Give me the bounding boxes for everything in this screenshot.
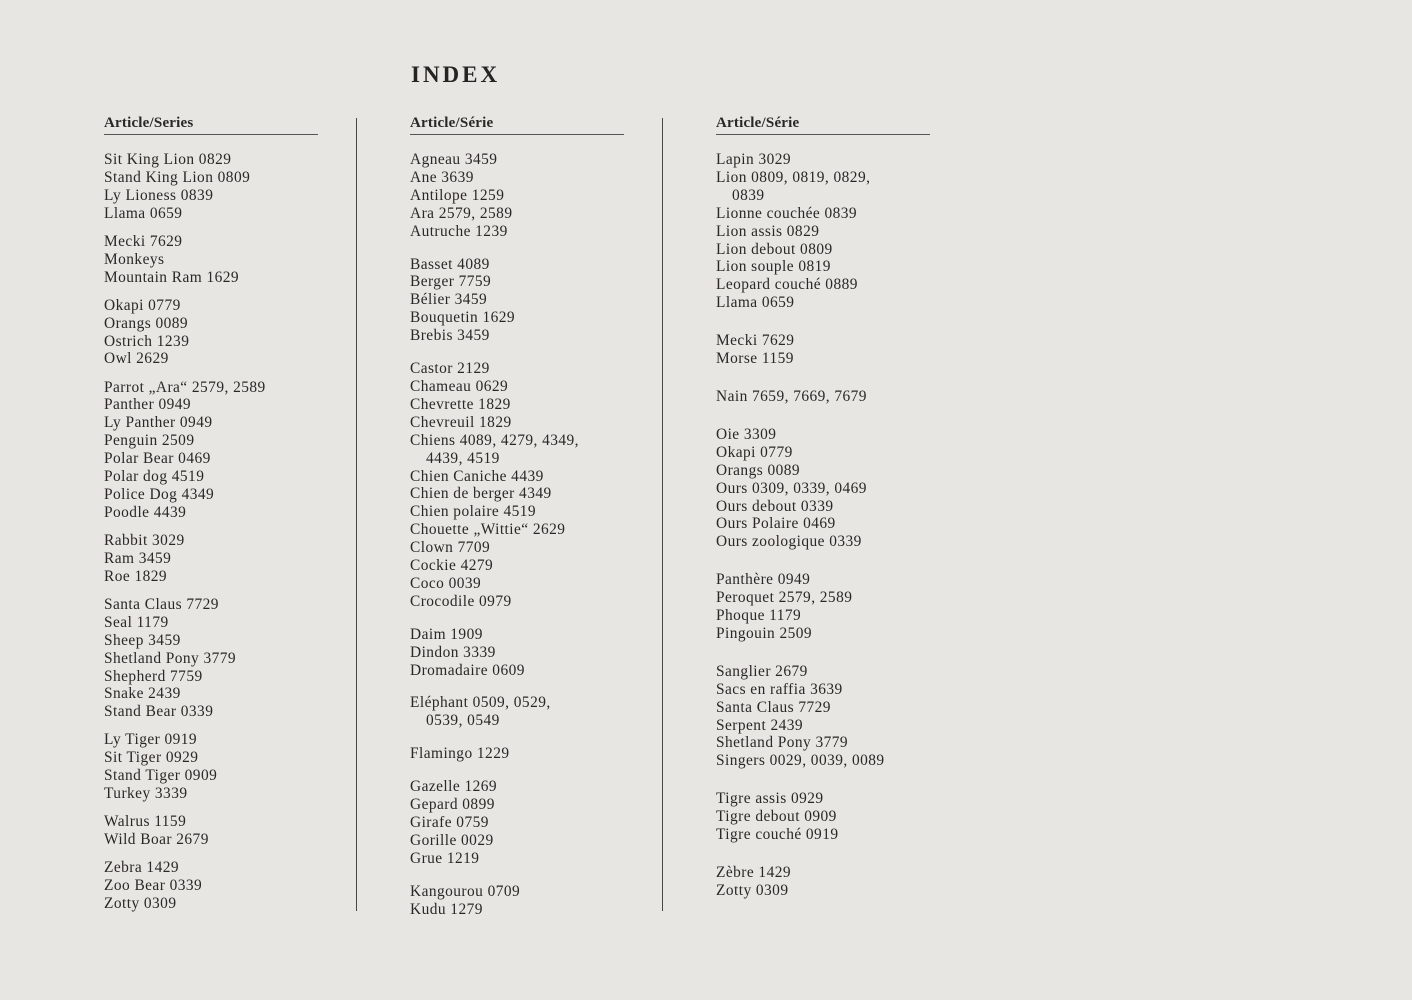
entry-list — [716, 151, 976, 900]
index-entry-text: Ly Lioness 0839 — [104, 186, 214, 204]
index-entry-text: Mountain Ram 1629 — [104, 268, 240, 286]
index-entry — [716, 533, 976, 551]
index-entry-text: Nain 7659, 7669, 7679 — [716, 387, 867, 405]
group-spacer — [104, 368, 364, 378]
index-entry-text: Kudu 1279 — [410, 900, 483, 918]
index-entry-text: Ly Tiger 0919 — [104, 731, 198, 749]
group-spacer — [716, 406, 976, 426]
index-entry-text: Ane 3639 — [410, 168, 474, 186]
index-entry-text: Roe 1829 — [104, 567, 168, 585]
index-entry-text: Llama 0659 — [104, 204, 183, 222]
index-entry — [410, 205, 670, 223]
index-entry — [104, 251, 364, 269]
index-entry — [716, 589, 976, 607]
index-entry — [410, 414, 670, 432]
index-entry-text: Mecki 7629 — [716, 332, 795, 350]
index-entry — [410, 662, 670, 680]
index-entry — [104, 233, 364, 251]
index-entry-continuation: 0539, 0549 — [426, 712, 500, 730]
index-entry — [104, 396, 364, 414]
index-entry-text: Flamingo 1229 — [410, 745, 510, 763]
group-spacer — [410, 763, 670, 778]
index-entry — [104, 632, 364, 650]
index-entry-text: Stand King Lion 0809 — [104, 168, 251, 186]
index-entry — [104, 813, 364, 831]
index-entry — [104, 450, 364, 468]
index-entry — [104, 169, 364, 187]
index-entry — [716, 276, 976, 294]
index-entry-text: Lion souple 0819 — [716, 258, 831, 276]
index-entry — [104, 350, 364, 368]
index-entry-text: Tigre assis 0929 — [716, 790, 824, 808]
index-entry-text: Polar dog 4519 — [104, 468, 205, 486]
index-entry-text: Singers 0029, 0039, 0089 — [716, 752, 885, 770]
index-entry — [410, 850, 670, 868]
index-entry-text: Tigre debout 0909 — [716, 808, 837, 826]
index-entry — [410, 644, 670, 662]
index-entry-text: Clown 7709 — [410, 539, 491, 557]
index-entry — [716, 480, 976, 498]
index-entry — [716, 663, 976, 681]
index-entry-text: Orangs 0089 — [716, 461, 801, 479]
index-entry — [716, 790, 976, 808]
index-entry-text: Ara 2579, 2589 — [410, 204, 513, 222]
index-entry — [104, 685, 364, 703]
index-entry-text: Monkeys — [104, 250, 165, 268]
index-entry — [716, 350, 976, 368]
index-entry-text: Oie 3309 — [716, 425, 777, 443]
index-entry-text: Kangourou 0709 — [410, 882, 521, 900]
group-spacer — [104, 849, 364, 859]
index-entry — [104, 550, 364, 568]
index-entry-text: Rabbit 3029 — [104, 531, 185, 549]
index-entry-text: Autruche 1239 — [410, 222, 508, 240]
index-entry — [410, 901, 670, 919]
index-entry-text: Chien Caniche 4439 — [410, 467, 544, 485]
index-entry-text: Ours debout 0339 — [716, 497, 834, 515]
index-entry-text: Ours 0309, 0339, 0469 — [716, 479, 867, 497]
index-entry — [716, 515, 976, 533]
index-entry — [410, 796, 670, 814]
index-entry-text: Penguin 2509 — [104, 432, 195, 450]
index-entry-text: Okapi 0779 — [716, 443, 793, 461]
index-entry-text: Okapi 0779 — [104, 296, 181, 314]
index-entry — [104, 151, 364, 169]
group-spacer — [716, 770, 976, 790]
group-spacer — [410, 345, 670, 360]
index-entry — [716, 294, 976, 312]
index-entry — [104, 749, 364, 767]
index-column-2 — [410, 115, 670, 919]
page-title: INDEX — [411, 62, 501, 87]
index-entry — [716, 571, 976, 589]
index-entry — [104, 187, 364, 205]
index-entry — [410, 360, 670, 378]
index-entry-text: Sanglier 2679 — [716, 662, 808, 680]
index-entry-text: Lion debout 0809 — [716, 240, 833, 258]
index-entry-text: Panthère 0949 — [716, 571, 811, 589]
index-entry-text: Dromadaire 0609 — [410, 661, 525, 679]
index-entry-text: Wild Boar 2679 — [104, 831, 209, 849]
index-entry-text: Zotty 0309 — [104, 895, 177, 913]
index-entry-text: Phoque 1179 — [716, 607, 802, 625]
index-entry-text: Eléphant 0509, 0529, — [410, 694, 551, 712]
index-entry — [104, 379, 364, 397]
index-entry — [716, 388, 976, 406]
index-entry-text: Chevreuil 1829 — [410, 413, 512, 431]
index-entry — [410, 814, 670, 832]
group-spacer — [716, 312, 976, 332]
index-entry — [716, 699, 976, 717]
index-entry-text: Ours Polaire 0469 — [716, 515, 836, 533]
index-entry — [716, 462, 976, 480]
index-entry-text: Stand Tiger 0909 — [104, 767, 218, 785]
index-entry-text: Pingouin 2509 — [716, 624, 813, 642]
index-entry — [716, 826, 976, 844]
index-entry — [716, 241, 976, 259]
index-entry-text: Daim 1909 — [410, 625, 483, 643]
index-entry-text: Brebis 3459 — [410, 327, 490, 345]
column-heading: Article/Series — [104, 115, 318, 135]
group-spacer — [104, 287, 364, 297]
index-entry — [410, 778, 670, 796]
index-entry-text: Ours zoologique 0339 — [716, 533, 862, 551]
index-entry — [410, 694, 670, 730]
index-entry — [104, 432, 364, 450]
index-entry-text: Lion assis 0829 — [716, 222, 820, 240]
group-spacer — [410, 611, 670, 626]
index-entry — [104, 731, 364, 749]
group-spacer — [410, 241, 670, 256]
index-entry — [716, 717, 976, 735]
index-entry — [410, 291, 670, 309]
index-entry — [104, 486, 364, 504]
index-entry-text: Basset 4089 — [410, 255, 490, 273]
group-spacer — [716, 368, 976, 388]
index-entry-text: Zoo Bear 0339 — [104, 877, 203, 895]
index-entry — [104, 532, 364, 550]
index-entry — [104, 859, 364, 877]
index-entry-text: Shepherd 7759 — [104, 667, 203, 685]
index-entry — [104, 650, 364, 668]
index-entry-text: Bouquetin 1629 — [410, 309, 516, 327]
index-entry-text: Parrot „Ara“ 2579, 2589 — [104, 378, 266, 396]
group-spacer — [104, 522, 364, 532]
index-entry — [410, 309, 670, 327]
index-entry — [716, 151, 976, 169]
group-spacer — [716, 551, 976, 571]
group-spacer — [104, 721, 364, 731]
index-entry — [104, 205, 364, 223]
index-entry-text: Sheep 3459 — [104, 631, 181, 649]
index-entry — [104, 831, 364, 849]
index-entry — [104, 668, 364, 686]
column-heading: Article/Série — [410, 115, 624, 135]
index-entry-text: Ostrich 1239 — [104, 332, 190, 350]
index-entry — [410, 883, 670, 901]
index-entry — [104, 269, 364, 287]
index-entry — [410, 745, 670, 763]
index-entry-text: Chameau 0629 — [410, 377, 509, 395]
index-entry-text: Snake 2439 — [104, 685, 181, 703]
index-entry-text: Llama 0659 — [716, 294, 795, 312]
index-entry-text: Polar Bear 0469 — [104, 450, 211, 468]
index-entry — [104, 877, 364, 895]
index-entry — [410, 832, 670, 850]
index-entry-text: Ram 3459 — [104, 549, 172, 567]
index-entry-text: Police Dog 4349 — [104, 485, 215, 503]
index-entry-text: Sacs en raffia 3639 — [716, 680, 843, 698]
index-entry — [716, 734, 976, 752]
index-entry — [716, 223, 976, 241]
index-entry — [410, 557, 670, 575]
index-entry-text: Orangs 0089 — [104, 314, 189, 332]
index-entry-text: Tigre couché 0919 — [716, 826, 839, 844]
index-entry-text: Santa Claus 7729 — [104, 595, 219, 613]
index-entry-text: Seal 1179 — [104, 613, 169, 631]
index-entry — [716, 169, 976, 205]
index-entry — [410, 432, 670, 468]
index-entry — [716, 426, 976, 444]
index-entry — [104, 614, 364, 632]
index-entry-text: Lapin 3029 — [716, 151, 792, 168]
index-entry-text: Ly Panther 0949 — [104, 414, 213, 432]
index-entry — [104, 568, 364, 586]
entry-list — [104, 151, 364, 913]
index-entry — [716, 205, 976, 223]
index-entry — [410, 593, 670, 611]
group-spacer — [410, 868, 670, 883]
index-entry-text: Panther 0949 — [104, 396, 192, 414]
index-entry — [410, 223, 670, 241]
index-entry-text: Crocodile 0979 — [410, 592, 512, 610]
index-entry-text: Gepard 0899 — [410, 796, 495, 814]
index-entry-continuation: 0839 — [732, 186, 765, 204]
index-entry-text: Berger 7759 — [410, 273, 492, 291]
index-entry-text: Lionne couchée 0839 — [716, 204, 858, 222]
index-entry-text: Santa Claus 7729 — [716, 698, 831, 716]
index-entry-text: Chiens 4089, 4279, 4349, — [410, 431, 579, 449]
index-entry — [104, 297, 364, 315]
index-entry — [716, 882, 976, 900]
index-entry — [410, 396, 670, 414]
index-entry — [716, 258, 976, 276]
index-entry-text: Dindon 3339 — [410, 643, 496, 661]
index-entry-text: Morse 1159 — [716, 350, 794, 368]
index-entry — [410, 256, 670, 274]
index-entry-text: Leopard couché 0889 — [716, 276, 858, 294]
column-heading: Article/Série — [716, 115, 930, 135]
index-entry-text: Bélier 3459 — [410, 291, 488, 309]
index-entry — [104, 315, 364, 333]
index-entry-text: Shetland Pony 3779 — [104, 649, 237, 667]
entry-list — [410, 151, 670, 919]
index-entry-text: Sit King Lion 0829 — [104, 151, 232, 168]
index-entry-text: Lion 0809, 0819, 0829, — [716, 168, 871, 186]
index-entry — [410, 503, 670, 521]
index-entry — [104, 333, 364, 351]
index-entry — [410, 626, 670, 644]
index-entry-text: Peroquet 2579, 2589 — [716, 589, 853, 607]
index-entry — [716, 808, 976, 826]
index-entry — [716, 864, 976, 882]
index-entry — [716, 498, 976, 516]
index-entry — [410, 151, 670, 169]
index-column-3 — [716, 115, 976, 900]
group-spacer — [716, 643, 976, 663]
index-entry — [104, 414, 364, 432]
index-entry — [410, 575, 670, 593]
index-entry — [716, 607, 976, 625]
index-entry — [104, 468, 364, 486]
index-entry — [716, 625, 976, 643]
index-entry — [410, 378, 670, 396]
index-entry-text: Zotty 0309 — [716, 881, 789, 899]
index-entry-text: Shetland Pony 3779 — [716, 734, 849, 752]
index-entry — [716, 444, 976, 462]
group-spacer — [716, 844, 976, 864]
index-entry-text: Chouette „Wittie“ 2629 — [410, 521, 566, 539]
index-entry-text: Chevrette 1829 — [410, 395, 511, 413]
index-entry-text: Girafe 0759 — [410, 814, 489, 831]
index-entry-text: Grue 1219 — [410, 849, 480, 867]
index-entry — [410, 539, 670, 557]
group-spacer — [410, 679, 670, 694]
index-entry-text: Stand Bear 0339 — [104, 703, 214, 721]
index-entry — [104, 767, 364, 785]
group-spacer — [410, 730, 670, 745]
index-entry — [410, 521, 670, 539]
index-entry-text: Chien polaire 4519 — [410, 503, 537, 521]
index-entry-text: Owl 2629 — [104, 350, 169, 368]
index-entry-text: Sit Tiger 0929 — [104, 749, 199, 767]
index-entry-text: Castor 2129 — [410, 360, 490, 378]
index-entry — [410, 187, 670, 205]
index-entry-continuation: 4439, 4519 — [426, 449, 500, 467]
index-entry — [410, 327, 670, 345]
group-spacer — [104, 223, 364, 233]
index-entry — [410, 273, 670, 291]
index-entry-text: Gazelle 1269 — [410, 778, 498, 796]
index-entry — [410, 485, 670, 503]
index-entry-text: Coco 0039 — [410, 574, 482, 592]
index-entry-text: Poodle 4439 — [104, 503, 187, 521]
index-entry — [104, 895, 364, 913]
index-entry-text: Zèbre 1429 — [716, 864, 792, 881]
index-entry — [716, 681, 976, 699]
index-entry-text: Zebra 1429 — [104, 859, 180, 877]
group-spacer — [104, 803, 364, 813]
index-entry-text: Serpent 2439 — [716, 716, 804, 734]
index-entry — [104, 596, 364, 614]
index-entry — [104, 703, 364, 721]
index-entry-text: Antilope 1259 — [410, 186, 505, 204]
group-spacer — [104, 586, 364, 596]
index-entry — [716, 332, 976, 350]
index-entry — [716, 752, 976, 770]
index-entry-text: Mecki 7629 — [104, 232, 183, 250]
index-entry — [410, 169, 670, 187]
index-entry — [104, 785, 364, 803]
index-entry-text: Walrus 1159 — [104, 813, 187, 831]
index-entry — [410, 468, 670, 486]
index-entry-text: Chien de berger 4349 — [410, 485, 552, 503]
index-entry — [104, 504, 364, 522]
index-entry-text: Gorille 0029 — [410, 831, 494, 849]
index-entry-text: Cockie 4279 — [410, 557, 494, 575]
index-entry-text: Turkey 3339 — [104, 785, 188, 803]
index-entry-text: Agneau 3459 — [410, 151, 498, 168]
index-column-1 — [104, 115, 364, 913]
